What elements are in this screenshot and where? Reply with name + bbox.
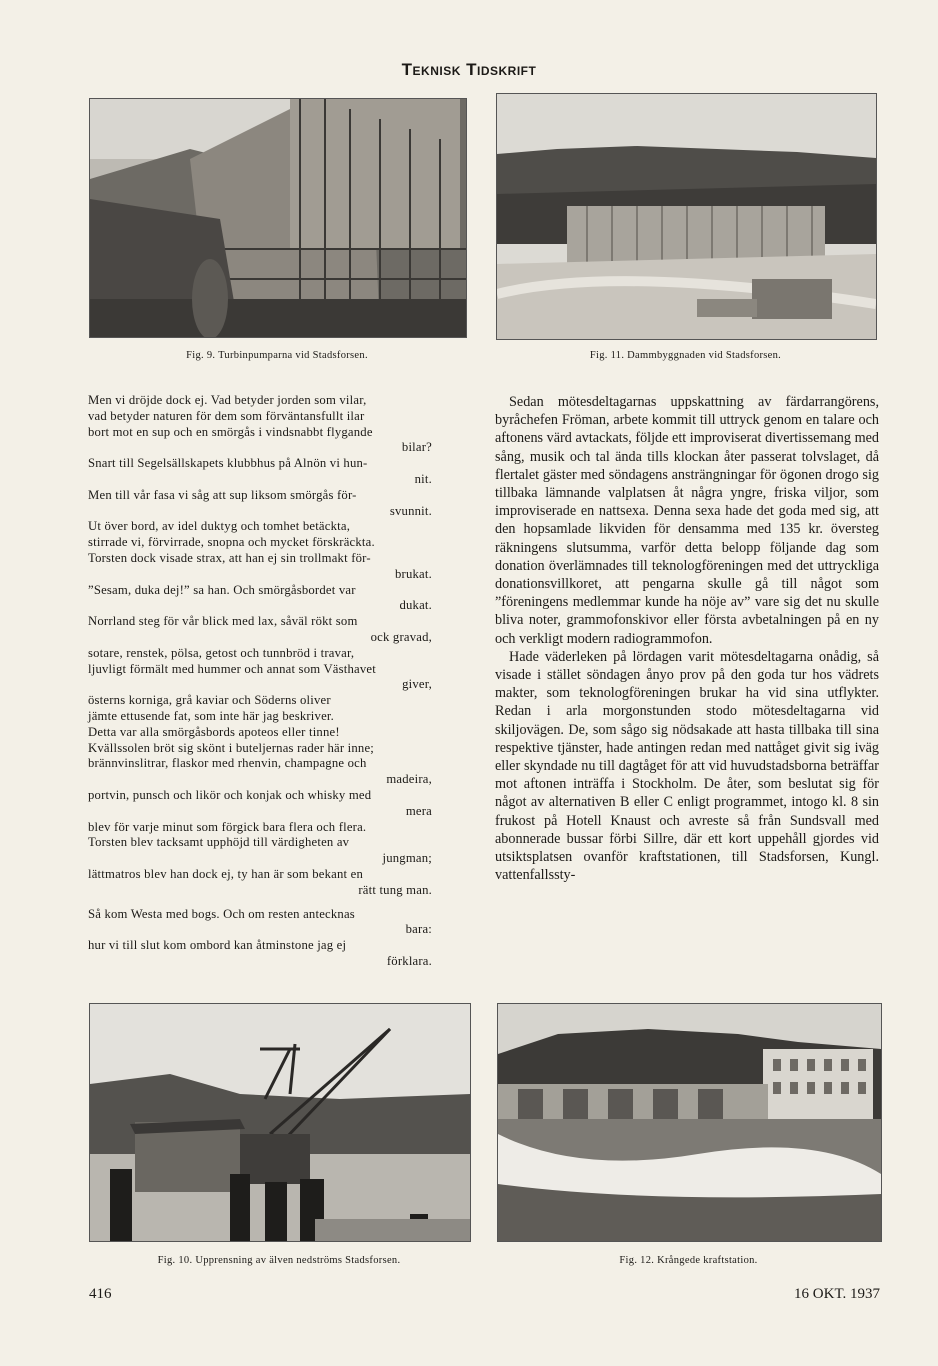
poem-line: bara:	[405, 922, 432, 937]
poem-line: ljuvligt förmält med hummer och annat som Västhavet	[88, 661, 376, 676]
poem-column	[88, 393, 472, 970]
article-paragraph: Sedan mötesdeltagarnas uppskattning av färdarrangörens, byråchefen Fröman, arbete kommit till uttryck genom en talare och aftonens värd avtackats, följde ett improviserat divertissemang med sång, musik och tal ända tills klockan åter passerat tolvslaget, då flertalet gäster med söndagens ansträngningar för ögonen drogo sig tillbaka lämnande valplatsen åt några yngre, friska viljor, som improviserade en nattsexa. Denna sexa hade det goda med sig, att den hopsamlade likviden för densamma med 135 kr. översteg räkningens slutsumma, varför detta belopp följande dag som donation överlämnades till teknologföreningen med det uttryckliga donationsvillkoret, att pengarna skulle gå till något som ”föreningens medlemmar kunde ha nöje av” vare sig det nu skulle bliva noter, grammofonskivor eller första avbetalningen på en ny och verkligt modern radiogrammofon.	[495, 394, 879, 647]
issue-date: 16 OKT. 1937	[794, 1286, 880, 1302]
poem-line: rätt tung man.	[358, 882, 432, 897]
poem-line: bilar?	[401, 440, 432, 455]
poem-line: ”Sesam, duka dej!” sa han. Och smörgåsbordet var	[88, 582, 356, 597]
krangede-power-station-image	[498, 1004, 881, 1241]
poem-line: österns korniga, grå kaviar och Söderns oliver	[88, 693, 331, 708]
poem-line: madeira,	[386, 772, 432, 787]
poem-line: förklara.	[386, 953, 432, 968]
poem-line: Snart till Segelsällskapets klubbhus på Alnön vi hun-	[88, 456, 368, 471]
poem-line: svunnit.	[389, 503, 432, 518]
article-text-column	[495, 393, 879, 884]
figure-11-caption: Fig. 11. Dammbyggnaden vid Stadsforsen.	[589, 350, 782, 361]
poem-line: vad betyder naturen för dem som förväntansfullt ilar	[88, 408, 365, 423]
turbine-pumps-image	[90, 99, 466, 337]
poem-line: Men till vår fasa vi såg att sup liksom smörgås för-	[88, 487, 357, 502]
poem-line: blev för varje minut som förgick bara flera och flera.	[88, 819, 367, 834]
page-number: 416	[89, 1286, 112, 1302]
poem-line: ock gravad,	[370, 629, 432, 644]
journal-title: Teknisk Tidskrift	[401, 60, 537, 79]
poem-line: lättmatros blev han dock ej, ty han är som bekant en	[88, 866, 363, 881]
figure-12-caption: Fig. 12. Krångede kraftstation.	[619, 1255, 758, 1266]
figure-10-caption: Fig. 10. Upprensning av älven nedströms Stadsforsen.	[157, 1255, 401, 1266]
figure-11-photo	[496, 93, 877, 340]
poem-line: jungman;	[382, 851, 432, 866]
poem-line: Torsten blev tacksamt upphöjd till värdigheten av	[88, 835, 350, 850]
poem-line: giver,	[402, 677, 432, 692]
poem-line: nit.	[414, 471, 432, 486]
figure-9-photo	[89, 98, 467, 338]
figure-12-photo	[497, 1003, 882, 1242]
poem-line: jämte ettusende fat, som inte här jag beskriver.	[88, 708, 335, 723]
poem-line: Kvällssolen bröt sig skönt i buteljernas rader här inne;	[88, 740, 375, 755]
poem-line: Men vi dröjde dock ej. Vad betyder jorden som vilar,	[88, 393, 367, 407]
river-clearance-image	[90, 1004, 470, 1241]
poem-line: sotare, renstek, pölsa, getost och tunnbröd i travar,	[88, 645, 355, 660]
poem-line: portvin, punsch och likör och konjak och whisky med	[88, 787, 372, 802]
poem-line: Norrland steg för vår blick med lax, såväl rökt som	[88, 614, 358, 629]
poem-line: hur vi till slut kom ombord kan åtminstone jag ej	[88, 938, 347, 953]
poem-line: Torsten dock visade strax, att han ej sin trollmakt för-	[88, 550, 371, 565]
poem-line: dukat.	[399, 598, 432, 613]
figure-9-caption: Fig. 9. Turbinpumparna vid Stadsforsen.	[186, 350, 368, 361]
article-paragraph: Hade väderleken på lördagen varit mötesdeltagarna onådig, så visade i stället söndagen ånyo prov på den goda tur hos vädrets makter, som teknologföreningen brukar ha vid sina utflykter. Redan i arla morgonstunden stodo mötesdeltagarna vid skiljovägen. De, som sågo sig nödsakade att hasta tillbaka till sina respektive tjänster, hade antingen redan med nattåget givit sig iväg eller skyndade nu till dagtåget för att vid huvudstadsborna beträffar mot aftonen inträffa i Stockholm. De åter, som beslutat sig för något av alternativen B eller C enligt programmet, intogo kl. 8 sin frukost på Hotell Knaust och avreste så från Sundsvall med abonnerade bussar förbi Sillre, där ett kort uppehåll gjordes vid utsiktsplatsen ovanför kraftstationen, till Stadsforsen, Kungl. vattenfallssty-	[495, 648, 879, 884]
poem-line: bort mot en sup och en smörgås i vindsnabbt flygande	[88, 424, 373, 439]
figure-10-photo	[89, 1003, 471, 1242]
poem-line: stirrade vi, förvirrade, snopna och mycket förskräckta.	[88, 535, 375, 550]
poem-line: brännvinslitrar, flaskor med rhenvin, champagne och	[88, 756, 367, 771]
poem-line: brukat.	[395, 566, 432, 581]
poem-line: Ut över bord, av idel duktyg och tomhet betäckta,	[88, 519, 351, 534]
dam-construction-image	[497, 94, 876, 339]
running-header	[0, 60, 938, 80]
poem-line: mera	[405, 803, 432, 818]
poem-line: Så kom Westa med bogs. Och om resten antecknas	[88, 906, 355, 921]
poem-line: Detta var alla smörgåsbords apoteos eller tinne!	[88, 724, 340, 739]
stanza-gap	[88, 899, 472, 907]
